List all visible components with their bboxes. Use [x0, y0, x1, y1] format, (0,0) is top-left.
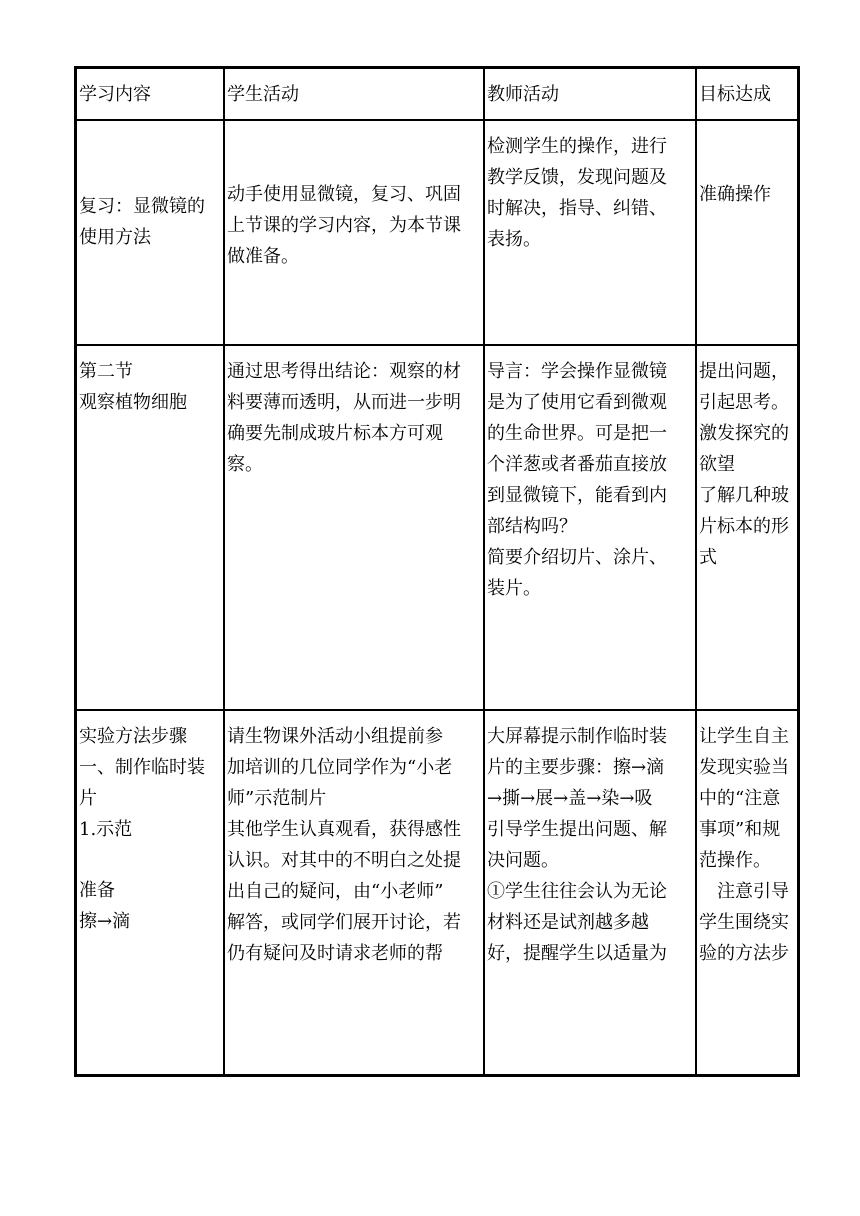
cell-line: 决问题。 — [487, 850, 559, 871]
cell-line: 通过思考得出结论：观察的材 — [227, 361, 461, 382]
header-goal-achievement: 目标达成 — [696, 68, 798, 120]
cell-line: 请生物课外活动小组提前参 — [227, 726, 443, 747]
cell-line: 激发探究的 — [699, 423, 789, 444]
cell-teacher-activity — [484, 120, 696, 345]
cell-line: 简要介绍切片、涂片、 — [487, 547, 667, 568]
cell-line: 大屏幕提示制作临时装 — [487, 726, 667, 747]
cell-learning-content — [76, 345, 224, 710]
cell-line: ①学生往往会认为无论 — [487, 881, 667, 902]
cell-line: 提出问题， — [699, 361, 789, 382]
cell-line: 注意引导 — [717, 881, 789, 902]
cell-student-activity — [224, 120, 484, 345]
cell-line: 欲望 — [699, 454, 735, 475]
cell-line: 片的主要步骤：擦→滴 — [487, 757, 665, 778]
cell-learning-content — [76, 120, 224, 345]
cell-line: 好，提醒学生以适量为 — [487, 943, 667, 964]
cell-line: 检测学生的操作，进行 — [487, 136, 667, 157]
cell-line: 范操作。 — [699, 850, 771, 871]
cell-line: 让学生自主 — [699, 726, 789, 747]
cell-line: 使用方法 — [79, 227, 151, 248]
cell-line: 师”示范制片 — [227, 788, 327, 809]
cell-student-activity — [224, 710, 484, 1075]
cell-line: 料要薄而透明，从而进一步明 — [227, 392, 461, 413]
cell-line: 上节课的学习内容，为本节课 — [227, 215, 461, 236]
cell-line: 的生命世界。可是把一 — [487, 423, 667, 444]
cell-line: 1.示范 — [79, 819, 133, 840]
header-student-activity: 学生活动 — [224, 68, 484, 120]
table-row — [76, 120, 798, 345]
cell-line: 认识。对其中的不明白之处提 — [227, 850, 461, 871]
cell-line: 个洋葱或者番茄直接放 — [487, 454, 667, 475]
table-row — [76, 345, 798, 710]
lesson-plan-table — [74, 66, 800, 1077]
cell-teacher-activity — [484, 710, 696, 1075]
cell-line: 表扬。 — [487, 229, 541, 250]
cell-student-activity — [224, 345, 484, 710]
cell-teacher-activity — [484, 345, 696, 710]
cell-line: 发现实验当 — [699, 757, 789, 778]
cell-line: 观察植物细胞 — [79, 392, 187, 413]
cell-line: 是为了使用它看到微观 — [487, 392, 667, 413]
cell-goal — [696, 710, 798, 1075]
cell-line: 片 — [79, 788, 97, 809]
cell-line: 式 — [699, 547, 717, 568]
cell-line: 第二节 — [79, 361, 133, 382]
cell-learning-content — [76, 710, 224, 1075]
cell-line: 出自己的疑问，由“小老师” — [227, 881, 444, 902]
spacer — [79, 845, 221, 875]
cell-line: 复习：显微镜的 — [79, 196, 205, 217]
cell-line: 确要先制成玻片标本方可观 — [227, 423, 443, 444]
cell-goal — [696, 120, 798, 345]
header-learning-content: 学习内容 — [76, 68, 224, 120]
cell-line: 了解几种玻 — [699, 485, 789, 506]
table-row — [76, 710, 798, 1075]
cell-goal — [696, 345, 798, 710]
cell-line: 中的“注意 — [699, 788, 781, 809]
cell-line: 片标本的形 — [699, 516, 789, 537]
cell-line: 解答，或同学们展开讨论，若 — [227, 912, 461, 933]
cell-line: 准备 — [79, 880, 115, 901]
cell-line: 事项”和规 — [699, 819, 781, 840]
cell-line: 学生围绕实 — [699, 912, 789, 933]
cell-line: 擦→滴 — [79, 911, 131, 932]
cell-line: 做准备。 — [227, 246, 299, 267]
cell-line: 实验方法步骤 — [79, 726, 187, 747]
cell-line: →撕→展→盖→染→吸 — [487, 788, 653, 809]
cell-line: 一、制作临时装 — [79, 757, 205, 778]
cell-line: 引起思考。 — [699, 392, 789, 413]
cell-line: 仍有疑问及时请求老师的帮 — [227, 943, 443, 964]
cell-line: 教学反馈，发现问题及 — [487, 167, 667, 188]
cell-line: 动手使用显微镜，复习、巩固 — [227, 184, 461, 205]
header-teacher-activity: 教师活动 — [484, 68, 696, 120]
cell-line: 引导学生提出问题、解 — [487, 819, 667, 840]
cell-line: 察。 — [227, 454, 263, 475]
table-header-row — [76, 68, 798, 120]
cell-line: 加培训的几位同学作为“小老 — [227, 757, 453, 778]
cell-line: 导言：学会操作显微镜 — [487, 361, 667, 382]
cell-line: 材料还是试剂越多越 — [487, 912, 649, 933]
cell-line: 装片。 — [487, 578, 541, 599]
cell-line: 其他学生认真观看，获得感性 — [227, 819, 461, 840]
cell-line: 验的方法步 — [699, 943, 789, 964]
cell-line: 到显微镜下，能看到内 — [487, 485, 667, 506]
cell-line: 时解决，指导、纠错、 — [487, 198, 667, 219]
cell-line: 部结构吗？ — [487, 516, 577, 537]
cell-line: 准确操作 — [699, 184, 771, 205]
